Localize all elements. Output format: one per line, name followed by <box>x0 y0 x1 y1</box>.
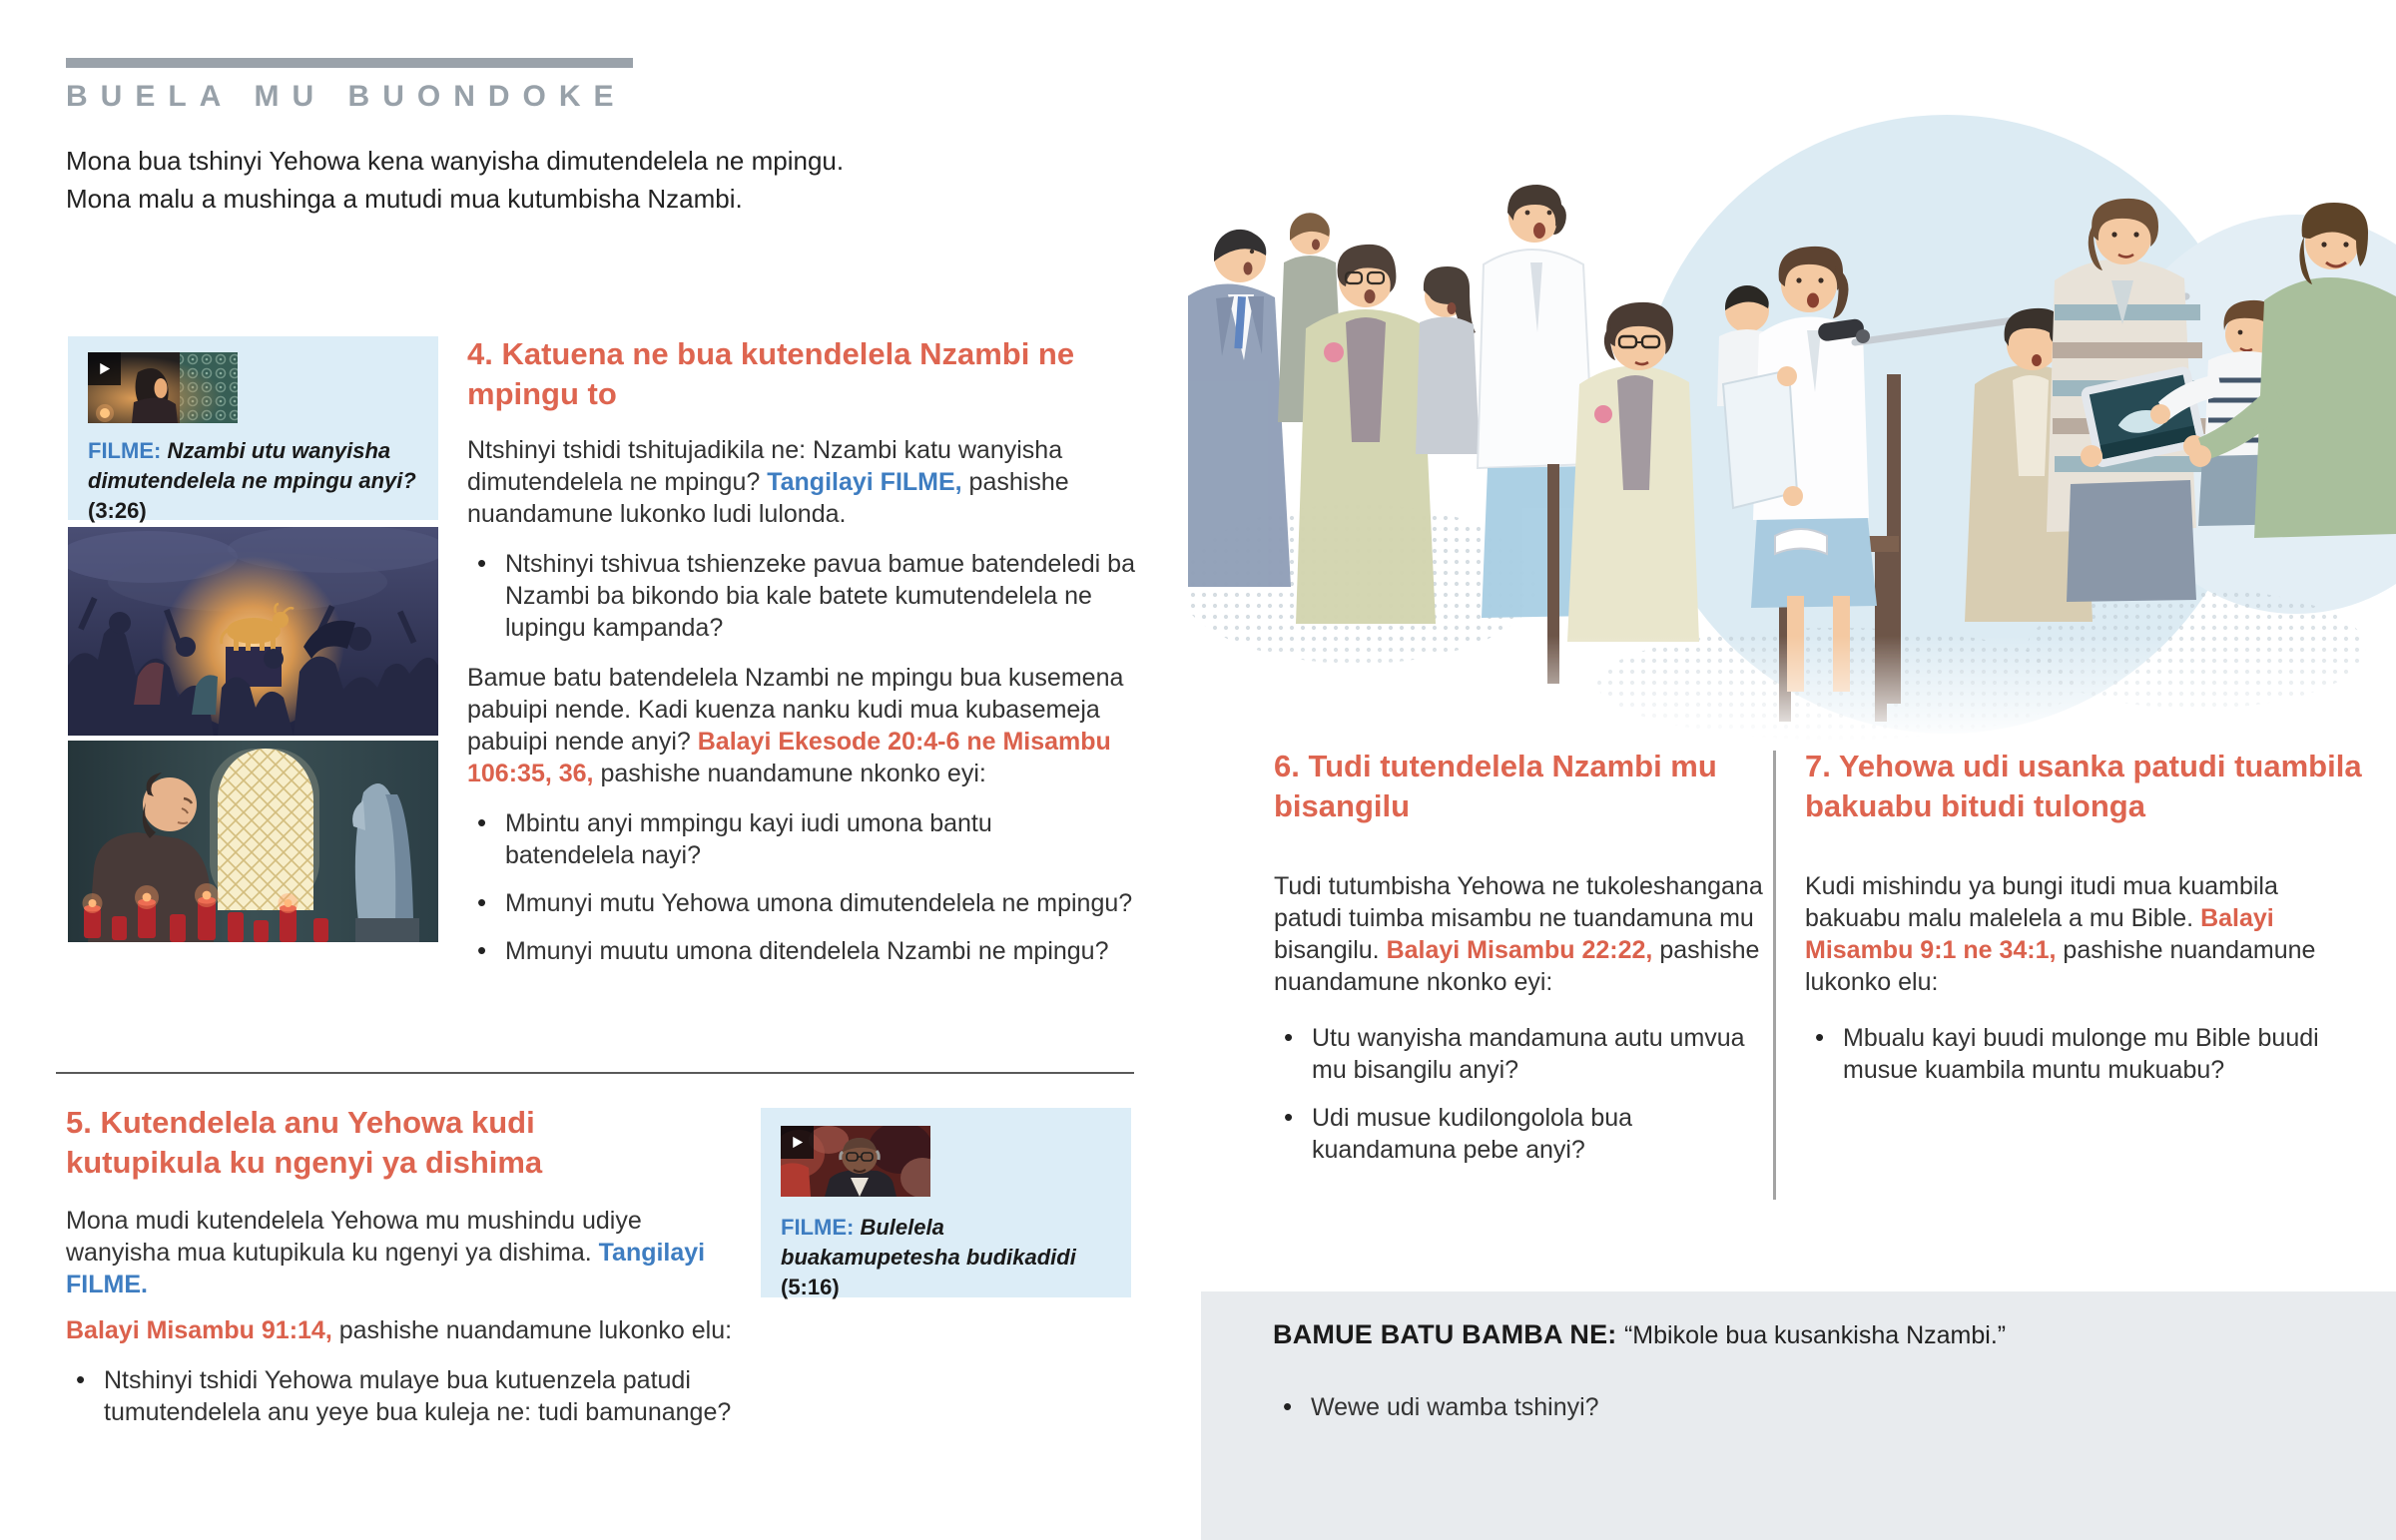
section-6-paragraph-1 <box>1274 870 1778 998</box>
question-item: • Wewe udi wamba tshinyi? <box>1273 1391 2171 1423</box>
scripture-link[interactable]: Balayi Ekesode 20:4-6 ne Misambu 106:35, 36, <box>467 728 1111 787</box>
watch-film-link[interactable]: Tangilayi FILME. <box>66 1239 706 1298</box>
text-run: pashishe nuandamune lukonko ludi lulonda. <box>467 468 1069 528</box>
text-run: pashishe nuandamune nkonko eyi: <box>1274 936 1760 996</box>
kicker: BUELA MU BUONDOKE <box>66 80 627 113</box>
section-5-paragraph-1 <box>66 1205 737 1300</box>
play-icon[interactable] <box>88 352 121 385</box>
intro-line-2: Mona malu a mushinga a mutudi mua kutumbisha Nzambi. <box>66 184 743 214</box>
text-run: pashishe nuandamune lukonko elu: <box>331 1316 733 1344</box>
question-list <box>467 548 1146 644</box>
question-list <box>1274 1022 1778 1166</box>
text-run: pashishe nuandamune lukonko elu: <box>1805 936 2316 996</box>
comments-lead-label: BAMUE BATU BAMBA NE: <box>1273 1319 1617 1349</box>
section-6-title: 6. Tudi tutendelela Nzambi mu bisangilu <box>1274 749 1717 823</box>
golden-calf-photo <box>68 527 438 736</box>
section-4-paragraph-1 <box>467 434 1146 530</box>
section-7-title: 7. Yehowa udi usanka patudi tuambila bakuabu bitudi tulonga <box>1805 749 2362 823</box>
question-item: • Mmunyi muutu umona ditendelela Nzambi ne mpingu? <box>467 935 1146 967</box>
scripture-link[interactable]: Balayi Misambu 91:14, <box>66 1316 332 1344</box>
section-4 <box>467 334 1146 983</box>
intro-text <box>66 142 844 218</box>
section-7 <box>1805 747 2364 1102</box>
comments-quote: “Mbikole bua kusankisha Nzambi.” <box>1623 1321 2007 1349</box>
section-6 <box>1274 747 1778 1182</box>
question-item: • Utu wanyisha mandamuna autu umvua mu bisangilu anyi? <box>1274 1022 1761 1086</box>
play-icon[interactable] <box>781 1126 814 1159</box>
question-list <box>1805 1022 2364 1086</box>
congregation-meeting-illustration <box>1188 85 2396 744</box>
scripture-link[interactable]: Balayi Misambu 9:1 ne 34:1, <box>1805 904 2274 964</box>
kicker-rule <box>66 58 633 68</box>
question-item: • Mbintu anyi mmpingu kayi iudi umona bantu batendelela nayi? <box>467 807 1124 871</box>
watch-film-link[interactable]: Tangilayi FILME, <box>767 468 962 496</box>
text-run: pashishe nuandamune nkonko eyi: <box>593 760 986 787</box>
video-label: FILME: <box>88 438 162 463</box>
text-run: Mona mudi kutendelela Yehowa mu mushindu udiye wanyisha mua kutupikula ku ngenyi ya dishima. <box>66 1207 642 1267</box>
text-run: Kudi mishindu ya bungi itudi mua kuambila bakuabu malu malelela a mu Bible. <box>1805 872 2278 932</box>
question-list <box>66 1364 737 1428</box>
scripture-link[interactable]: Balayi Misambu 22:22, <box>1386 936 1653 964</box>
section-5 <box>66 1103 737 1444</box>
section-5-title: 5. Kutendelela anu Yehowa kudi kutupikula ku ngenyi ya dishima <box>66 1105 543 1180</box>
text-run: Bamue batu batendelela Nzambi ne mpingu bua kusemena pabuipi nende. Kadi kuenza nanku kudi mua kubasemeja pabuipi nende anyi? <box>467 664 1124 756</box>
video-caption-1[interactable] <box>88 436 419 526</box>
singing-group <box>1188 185 1597 624</box>
question-item: • Ntshinyi tshivua tshienzeke pavua bamue batendeledi ba Nzambi ba bikondo bia kale batete kumutendelela ne lupingu kampanda? <box>467 548 1146 644</box>
question-item: • Ntshinyi tshidi Yehowa mulaye bua kutuenzela patudi tumutendelela anu yeye bua kuleja ne: tudi bamunange? <box>66 1364 743 1428</box>
section-4-title: 4. Katuena ne bua kutendelela Nzambi ne mpingu to <box>467 336 1075 411</box>
comments-lead <box>1273 1319 2006 1350</box>
video-thumbnail-2[interactable] <box>781 1126 930 1197</box>
section-7-paragraph-1 <box>1805 870 2364 998</box>
column-divider <box>1773 751 1776 1200</box>
text-run: Ntshinyi tshidi tshitujadikila ne: Nzambi katu wanyisha dimutendelela ne mpingu? <box>467 436 1063 496</box>
question-list <box>1273 1391 2171 1439</box>
video-thumbnail-1[interactable] <box>88 352 238 423</box>
question-item: • Udi musue kudilongolola bua kuandamuna pebe anyi? <box>1274 1102 1761 1166</box>
question-item: • Mbualu kayi buudi mulonge mu Bible buudi musue kuambila muntu mukuabu? <box>1805 1022 2362 1086</box>
video-duration: (3:26) <box>88 498 147 523</box>
video-title: Bulelela buakamupetesha budikadidi <box>781 1215 1076 1270</box>
video-caption-2[interactable] <box>781 1213 1110 1302</box>
text-run: Tudi tutumbisha Yehowa ne tukoleshangana patudi tuimba misambu ne tuandamuna mu bisangilu. <box>1274 872 1763 964</box>
section-divider-rule <box>56 1072 1134 1074</box>
man-praying-photo <box>68 741 438 942</box>
video-duration: (5:16) <box>781 1275 840 1299</box>
section-4-paragraph-2 <box>467 662 1146 789</box>
comments-box <box>1201 1291 2396 1540</box>
video-label: FILME: <box>781 1215 855 1240</box>
video-card-1 <box>68 336 438 523</box>
question-item: • Mmunyi mutu Yehowa umona dimutendelela ne mpingu? <box>467 887 1146 919</box>
question-list <box>467 807 1146 967</box>
section-5-paragraph-2 <box>66 1314 737 1346</box>
intro-line-1: Mona bua tshinyi Yehowa kena wanyisha dimutendelela ne mpingu. <box>66 146 845 176</box>
video-card-2 <box>761 1108 1131 1297</box>
video-title: Nzambi utu wanyisha dimutendelela ne mpingu anyi? <box>88 438 416 493</box>
